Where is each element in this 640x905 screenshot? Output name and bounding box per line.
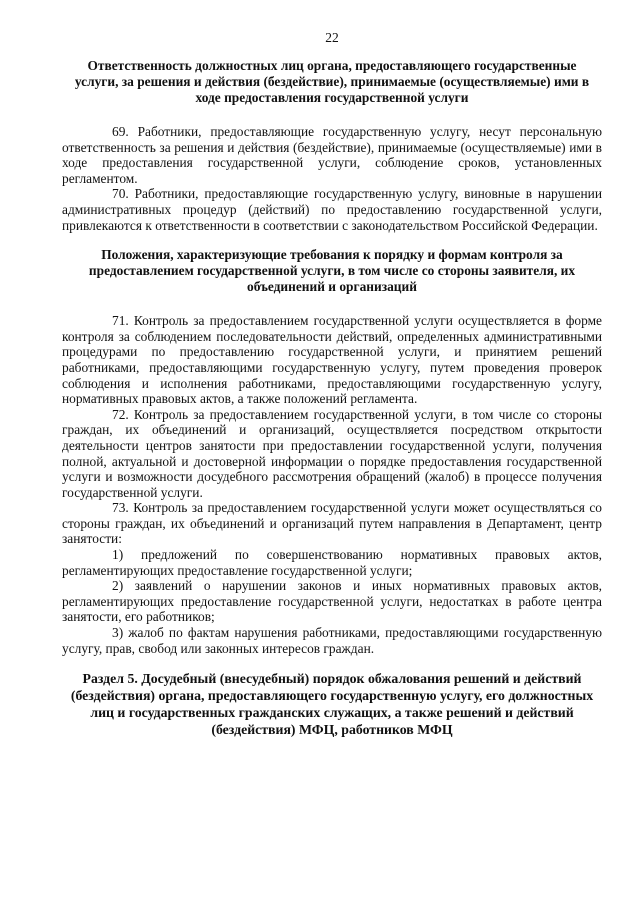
section-heading-chapter-5: Раздел 5. Досудебный (внесудебный) порядок обжалования решений и действий (бездействия) органа, предоставляющего государственную услугу, его должностных лиц и государственных гражданских служащих, а также решений и действий (бездействия) МФЦ, работников МФЦ <box>70 671 594 738</box>
paragraph-73: 73. Контроль за предоставлением государственной услуги может осуществляться со стороны граждан, их объединений и организаций путем направления в Департамент, центр занятости: <box>62 500 602 547</box>
list-item-statements: 2) заявлений о нарушении законов и иных нормативных правовых актов, регламентирующих предоставление государственной услуги, недостатках в работе центра занятости, его работников; <box>62 578 602 625</box>
list-item-complaints: 3) жалоб по фактам нарушения работниками, предоставляющими государственную услугу, прав, свобод или законных интересов граждан. <box>62 625 602 656</box>
page-number: 22 <box>325 30 339 45</box>
paragraph-72: 72. Контроль за предоставлением государственной услуги, в том числе со стороны граждан, их объединений и организаций, осуществляется посредством открытости деятельности центров занятости при предоставлении государственной услуги, получения полной, актуальной и достоверной информации о порядке предоставления государственной услуги и возможности досудебного рассмотрения обращений (жалоб) в процессе получения государственной услуги. <box>62 406 602 500</box>
section-heading-control: Положения, характеризующие требования к порядку и формам контроля за предоставлением государственной услуги, в том числе со стороны заявителя, их объединений и организаций <box>88 247 576 295</box>
paragraph-71: 71. Контроль за предоставлением государственной услуги осуществляется в форме контроля за соблюдением последовательности действий, определенных административными процедурами по предоставлению государственной услуги, и принятием решений работниками, предоставляющими государственную услугу, путем проведения проверок соблюдения и исполнения работниками, предоставляющими государственную услугу, нормативных правовых актов, а также положений регламента. <box>62 313 602 407</box>
paragraph-69: 69. Работники, предоставляющие государственную услугу, несут персональную ответственность за решения и действия (бездействие), принимаемые (осуществляемые) ими в ходе предоставления государственной услуги, соблюдение сроков, установленных регламентом. <box>62 124 602 186</box>
paragraph-70: 70. Работники, предоставляющие государственную услугу, виновные в нарушении административных процедур (действий) по предоставлению государственной услуги, привлекаются к ответственности в соответствии с законодательством Российской Федерации. <box>62 186 602 233</box>
list-item-proposals: 1) предложений по совершенствованию нормативных правовых актов, регламентирующих предоставление государственной услуги; <box>62 547 602 578</box>
document-page <box>62 30 602 738</box>
section-heading-responsibility: Ответственность должностных лиц органа, предоставляющего государственные услуги, за решения и действия (бездействие), принимаемые (осуществляемые) ими в ходе предоставления государственной услуги <box>74 58 590 105</box>
